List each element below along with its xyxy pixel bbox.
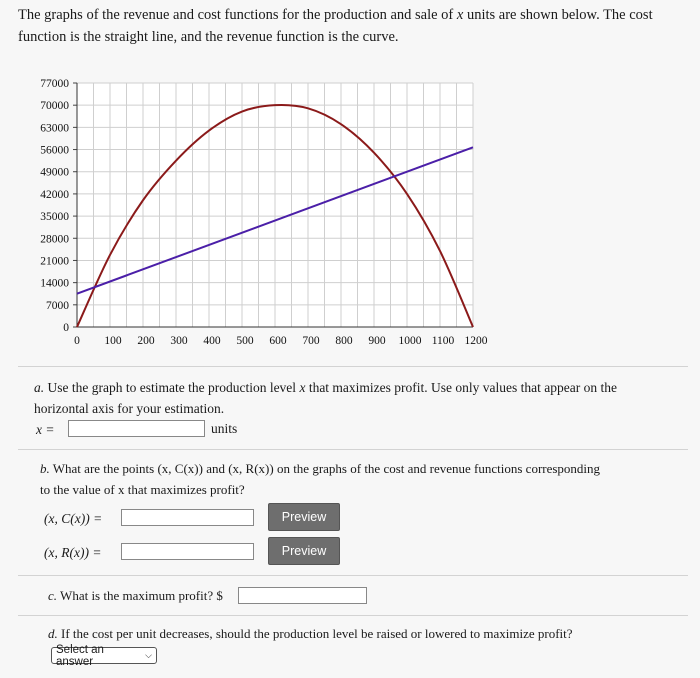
revenue-cost-chart — [0, 70, 700, 360]
question-d-text: If the cost per unit decreases, should the production level be raised or lowered to maximize profit? — [61, 626, 573, 641]
x-equals-label: x = — [36, 422, 55, 437]
y-tick-label: 49000 — [40, 166, 69, 179]
divider — [18, 575, 688, 576]
x-tick-label: 200 — [137, 335, 155, 347]
question-d-label: d. — [48, 626, 58, 641]
question-a-var: x — [299, 380, 306, 395]
divider — [18, 449, 688, 450]
production-level-input[interactable] — [68, 420, 205, 437]
question-a — [34, 377, 684, 419]
problem-intro — [18, 4, 688, 48]
question-b-text-2: to the value of x that maximizes profit? — [40, 482, 245, 497]
question-b-label: b. — [40, 461, 50, 476]
revenue-point-input[interactable] — [121, 543, 254, 560]
y-tick-label: 35000 — [40, 211, 69, 224]
chevron-down-icon: ⌵ — [145, 650, 152, 660]
y-tick-label: 77000 — [40, 78, 69, 90]
question-c — [48, 585, 223, 606]
intro-text-1: The graphs of the revenue and cost functions for the production and sale of — [18, 7, 457, 23]
revenue-preview-button[interactable]: Preview — [268, 537, 340, 565]
question-c-label: c. — [48, 588, 58, 603]
x-tick-label: 800 — [335, 335, 353, 347]
divider — [18, 366, 688, 367]
max-profit-input[interactable] — [238, 587, 367, 604]
question-b-text: What are the points (x, C(x)) and (x, R(x)) on the graphs of the cost and revenue functions corresponding — [52, 461, 601, 476]
cost-preview-button[interactable]: Preview — [268, 503, 340, 531]
x-tick-label: 0 — [74, 335, 80, 347]
x-tick-label: 900 — [368, 335, 386, 347]
y-tick-label: 14000 — [40, 277, 69, 290]
question-a-text-3: horizontal axis for your estimation. — [34, 401, 225, 416]
question-a-text-2: that maximizes profit. Use only values that appear on the — [305, 380, 617, 395]
y-tick-label: 63000 — [40, 122, 69, 135]
x-tick-label: 300 — [170, 335, 188, 347]
question-d — [48, 623, 573, 644]
y-tick-label: 28000 — [40, 233, 69, 246]
x-tick-label: 1100 — [431, 335, 455, 347]
y-tick-label: 42000 — [40, 188, 69, 201]
x-tick-label: 400 — [203, 335, 221, 347]
x-tick-label: 100 — [104, 335, 122, 347]
answer-select[interactable] — [51, 643, 157, 668]
question-b — [40, 458, 690, 500]
y-tick-label: 56000 — [40, 144, 69, 157]
divider — [18, 615, 688, 616]
y-tick-label: 0 — [63, 322, 69, 334]
cost-point-label: (x, C(x)) = — [44, 511, 103, 526]
units-label: units — [211, 421, 238, 436]
cost-point-input[interactable] — [121, 509, 254, 526]
intro-text-3: function is the straight line, and the revenue function is the curve. — [18, 29, 399, 45]
intro-var-x: x — [456, 7, 464, 23]
x-tick-label: 1000 — [398, 335, 422, 347]
x-tick-label: 700 — [302, 335, 320, 347]
answer-select-label: Select an answer — [56, 643, 104, 668]
x-tick-label: 600 — [269, 335, 287, 347]
y-tick-label: 21000 — [40, 255, 69, 268]
y-tick-label: 70000 — [40, 100, 69, 113]
revenue-point-label: (x, R(x)) = — [44, 545, 102, 560]
intro-text-2: units are shown below. The cost — [463, 7, 653, 23]
x-tick-label: 1200 — [464, 335, 488, 347]
y-tick-label: 7000 — [46, 299, 69, 312]
question-a-text: Use the graph to estimate the production level — [47, 380, 300, 395]
question-a-label: a. — [34, 380, 45, 395]
question-c-text: What is the maximum profit? $ — [60, 588, 223, 603]
x-tick-label: 500 — [236, 335, 254, 347]
